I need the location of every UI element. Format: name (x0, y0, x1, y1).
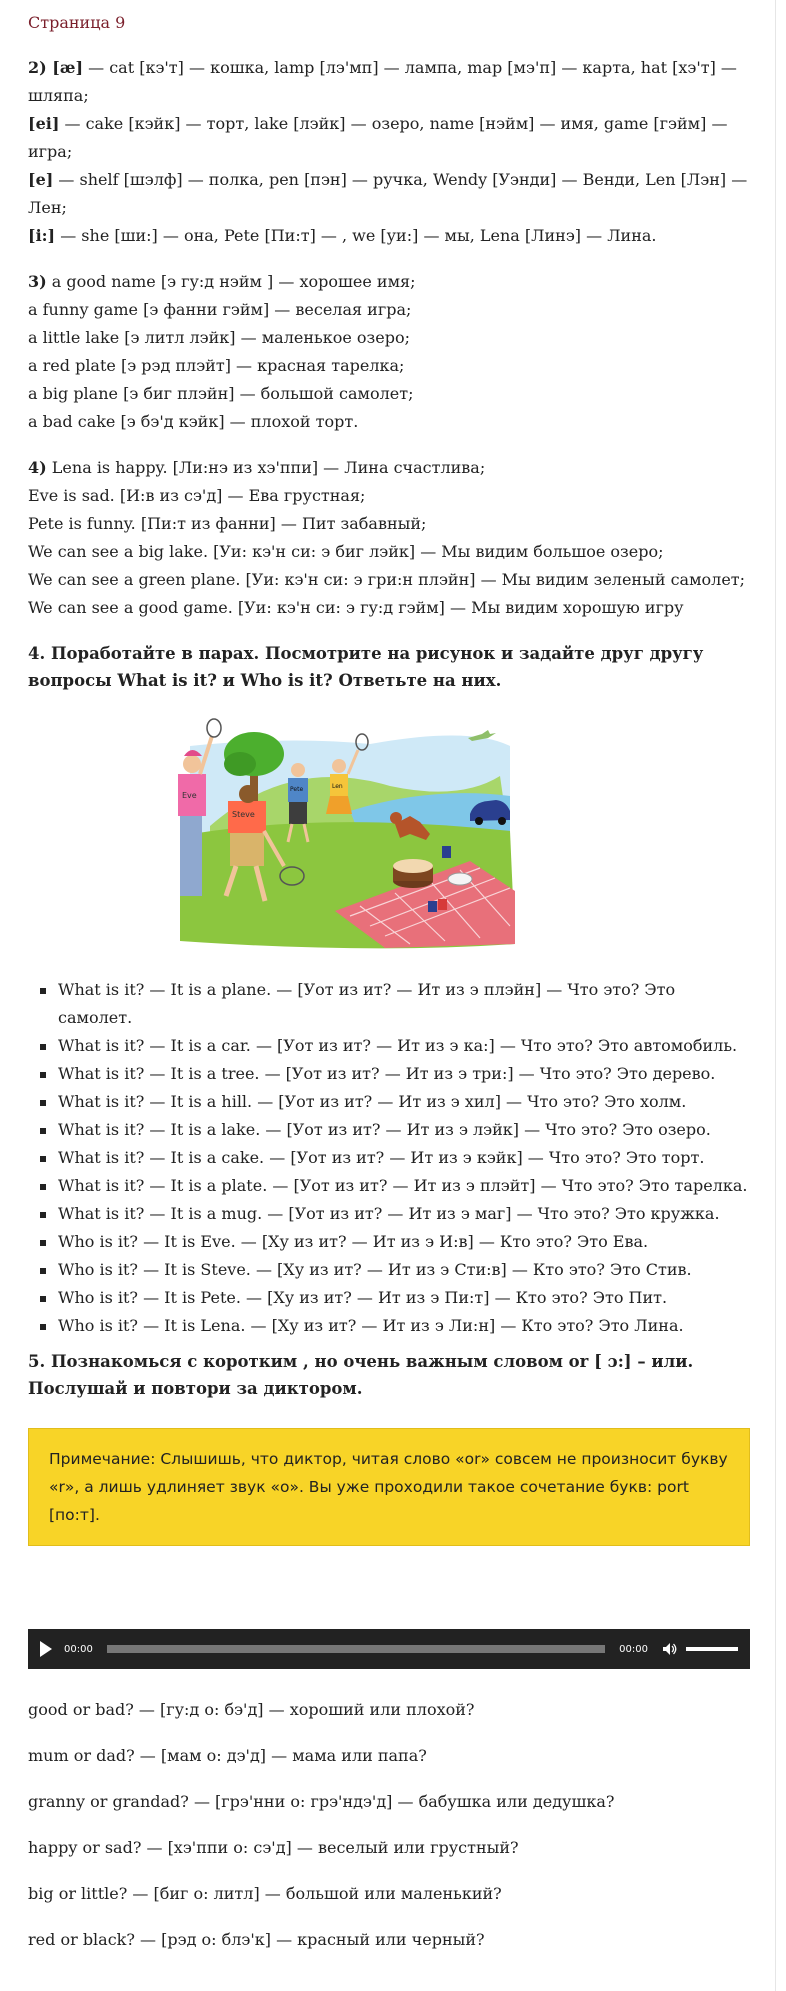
task-4-heading: 4. Поработайте в парах. Посмотрите на рисунок и задайте друг другу вопросы What is it? и Who is it? Ответьте на них. (28, 644, 704, 690)
list-item: What is it? — It is a hill. — [Уот из ит? — Ит из э хил] — Что это? Это холм. (28, 1088, 750, 1116)
list-item: What is it? — It is a cake. — [Уот из ит? — Ит из э кэйк] — Что это? Это торт. (28, 1144, 750, 1172)
ex2-text: — cat [кэ'т] — кошка, lamp [лэ'мп] — лампа, map [мэ'п] — карта, hat [хэ'т] — шляпа; (28, 58, 737, 105)
ex3-line: a red plate [э рэд плэйт] — красная тарелка; (28, 356, 405, 375)
ex2-text: — cake [кэйк] — торт, lake [лэйк] — озеро, name [нэйм] — имя, game [гэйм] — игра; (28, 114, 728, 161)
or-example-line: mum or dad? — [мам о: дэ'д] — мама или папа? (28, 1746, 427, 1765)
ex4-text: Lena is happy. [Ли:нэ из хэ'ппи] — Лина счастлива; (46, 458, 486, 477)
ex2-label: [ei] (28, 114, 60, 133)
ex4-line (28, 454, 750, 482)
shirt-label-pete: Pete (290, 786, 304, 793)
current-time: 00:00 (64, 1643, 93, 1655)
or-example-line: good or bad? — [гу:д о: бэ'д] — хороший или плохой? (28, 1700, 475, 1719)
list-item: What is it? — It is a plane. — [Уот из ит? — Ит из э плэйн] — Что это? Это самолет. (28, 976, 750, 1032)
duration: 00:00 (619, 1643, 648, 1655)
ex4-line: We can see a green plane. [Уи: кэ'н си: э гри:н плэйн] — Мы видим зеленый самолет; (28, 570, 746, 589)
ex3-line: a bad cake [э бэ'д кэйк] — плохой торт. (28, 412, 359, 431)
ex3-label: 3) (28, 272, 47, 291)
exercise-2 (28, 54, 750, 250)
exercise-4 (28, 454, 750, 622)
shirt-label-eve: Eve (182, 791, 197, 800)
shirt-label-lena: Len (332, 783, 343, 790)
cake (393, 859, 433, 888)
play-icon[interactable] (40, 1641, 52, 1657)
ex3-line: a big plane [э биг плэйн] — большой самолет; (28, 384, 414, 403)
picnic-illustration (170, 716, 628, 954)
or-example-line: granny or grandad? — [грэ'нни о: грэ'ндэ'д] — бабушка или дедушка? (28, 1792, 615, 1811)
volume-slider[interactable] (686, 1647, 738, 1651)
list-item: Who is it? — It is Eve. — [Ху из ит? — Ит из э И:в] — Кто это? Это Ева. (28, 1228, 750, 1256)
shirt-label-steve: Steve (232, 810, 255, 819)
ex2-label: [i:] (28, 226, 56, 245)
ex2-label: [e] (28, 170, 54, 189)
or-example-line: red or black? — [рэд о: блэ'к] — красный или черный? (28, 1930, 485, 1949)
ex2-line (28, 54, 750, 110)
article-content (28, 0, 750, 1954)
ex2-line (28, 166, 750, 222)
list-item: What is it? — It is a tree. — [Уот из ит? — Ит из э три:] — Что это? Это дерево. (28, 1060, 750, 1088)
list-item: What is it? — It is a plate. — [Уот из ит? — Ит из э плэйт] — Что это? Это тарелка. (28, 1172, 750, 1200)
note-box: Примечание: Слышишь, что диктор, читая слово «or» совсем не произносит букву «r», а лишь удлиняет звук «о». Вы уже проходили такое сочетание букв: port [по:т]. (28, 1428, 750, 1546)
ex4-line: We can see a good game. [Уи: кэ'н си: э гу:д гэйм] — Мы видим хорошую игру (28, 598, 684, 617)
ex2-line (28, 222, 750, 250)
list-item: What is it? — It is a lake. — [Уот из ит? — Ит из э лэйк] — Что это? Это озеро. (28, 1116, 750, 1144)
or-example-line: big or little? — [биг о: литл] — большой или маленький? (28, 1884, 502, 1903)
volume-icon[interactable] (662, 1642, 678, 1656)
list-item: Who is it? — It is Steve. — [Ху из ит? — Ит из э Сти:в] — Кто это? Это Стив. (28, 1256, 750, 1284)
task-5-heading: 5. Познакомься с коротким , но очень важным словом or [ ɔ:] – или. Послушай и повтори за диктором. (28, 1352, 694, 1398)
ex3-line (28, 268, 750, 296)
ex3-line: a funny game [э фанни гэйм] — веселая игра; (28, 300, 412, 319)
ex4-line: Eve is sad. [И:в из сэ'д] — Ева грустная; (28, 486, 366, 505)
list-item: Who is it? — It is Lena. — [Ху из ит? — Ит из э Ли:н] — Кто это? Это Лина. (28, 1312, 750, 1340)
exercise-3 (28, 268, 750, 436)
seek-slider[interactable] (107, 1645, 605, 1653)
ex2-line (28, 110, 750, 166)
page-edge-rule (775, 0, 776, 1991)
ex2-text: — shelf [шэлф] — полка, pen [пэн] — ручка, Wendy [Уэнди] — Венди, Len [Лэн] — Лен; (28, 170, 748, 217)
page-title: Страница 9 (28, 13, 126, 32)
qa-list (28, 976, 750, 1340)
plate (448, 873, 472, 885)
ex3-text: a good name [э гу:д нэйм ] — хорошее имя; (46, 272, 416, 291)
ex2-text: — she [ши:] — она, Pete [Пи:т] — , we [уи:] — мы, Lena [Линэ] — Лина. (55, 226, 657, 245)
ex2-label: 2) [æ] (28, 58, 84, 77)
list-item: Who is it? — It is Pete. — [Ху из ит? — Ит из э Пи:т] — Кто это? Это Пит. (28, 1284, 750, 1312)
audio-player (28, 1629, 750, 1669)
list-item: What is it? — It is a car. — [Уот из ит? — Ит из э ка:] — Что это? Это автомобиль. (28, 1032, 750, 1060)
ex4-label: 4) (28, 458, 47, 477)
or-example-line: happy or sad? — [хэ'ппи о: сэ'д] — веселый или грустный? (28, 1838, 519, 1857)
ex3-line: a little lake [э литл лэйк] — маленькое озеро; (28, 328, 410, 347)
volume-level (686, 1647, 738, 1651)
list-item: What is it? — It is a mug. — [Уот из ит? — Ит из э маг] — Что это? Это кружка. (28, 1200, 750, 1228)
ex4-line: We can see a big lake. [Уи: кэ'н си: э биг лэйк] — Мы видим большое озеро; (28, 542, 664, 561)
ex4-line: Pete is funny. [Пи:т из фанни] — Пит забавный; (28, 514, 427, 533)
